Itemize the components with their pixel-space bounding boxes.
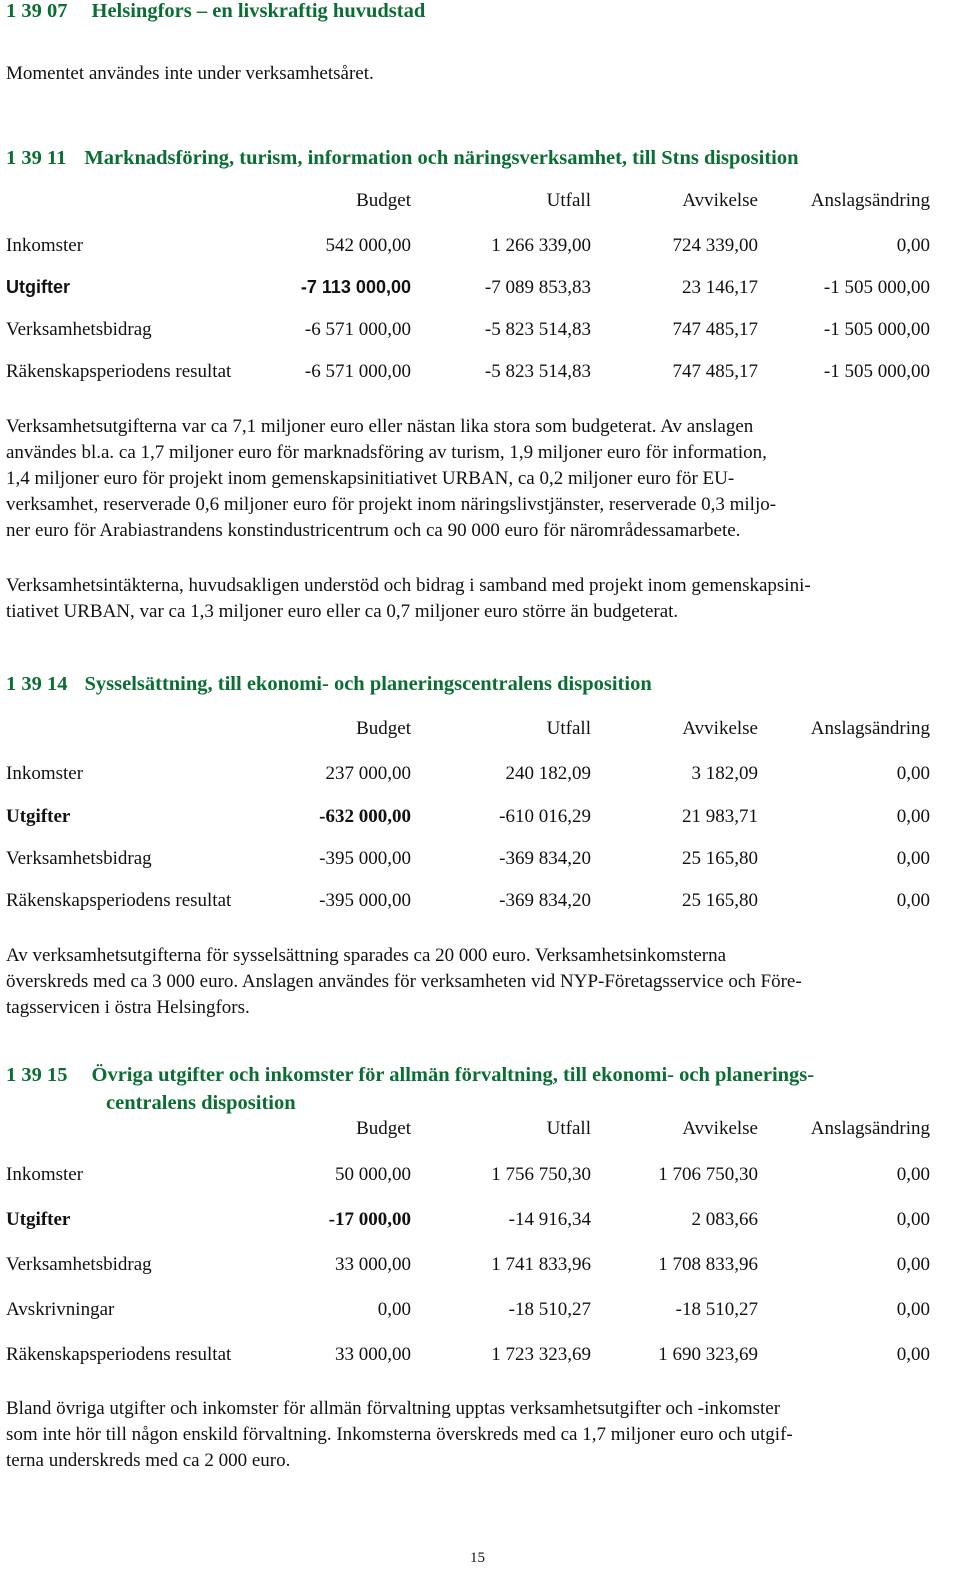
cell-anslagsandring: -1 505 000,00: [823, 319, 930, 340]
cell-avvikelse: 21 983,71: [682, 806, 758, 827]
paragraph: [6, 943, 802, 1021]
cell-budget: -7 113 000,00: [300, 277, 411, 297]
text-line: Bland övriga utgifter och inkomster för allmän förvaltning upptas verksamhetsutgifter och -inkomster: [6, 1398, 781, 1419]
row-label: Räkenskapsperiodens resultat: [6, 1344, 232, 1365]
cell-utfall: 1 266 339,00: [491, 235, 591, 256]
cell-budget: 542 000,00: [325, 235, 411, 256]
row-label: Utgifter: [6, 1209, 71, 1230]
section-heading-13907: [6, 0, 425, 23]
text-line: Av verksamhetsutgifterna för sysselsättning sparades ca 20 000 euro. Verksamhetsinkomsterna: [6, 945, 727, 966]
cell-anslagsandring: 0,00: [896, 890, 930, 911]
col-header-budget: Budget: [356, 718, 411, 739]
cell-anslagsandring: 0,00: [896, 1164, 930, 1185]
cell-budget: -395 000,00: [319, 890, 411, 911]
cell-budget: -632 000,00: [319, 806, 411, 827]
cell-budget: -17 000,00: [328, 1209, 411, 1230]
row-label: Verksamhetsbidrag: [6, 319, 152, 340]
row-label: Verksamhetsbidrag: [6, 1254, 152, 1275]
cell-utfall: 1 723 323,69: [491, 1344, 591, 1365]
col-header-utfall: Utfall: [546, 190, 591, 211]
cell-avvikelse: 1 708 833,96: [658, 1254, 758, 1275]
cell-avvikelse: 724 339,00: [672, 235, 758, 256]
cell-utfall: 1 756 750,30: [491, 1164, 591, 1185]
row-label: Utgifter: [6, 277, 70, 297]
cell-anslagsandring: 0,00: [896, 806, 930, 827]
cell-avvikelse: 747 485,17: [672, 361, 758, 382]
section-title: Sysselsättning, till ekonomi- och planeringscentralens disposition: [84, 673, 652, 695]
text-line: tiativet URBAN, var ca 1,3 miljoner euro eller ca 0,7 miljoner euro större än budgeterat.: [6, 601, 679, 622]
row-label: Inkomster: [6, 235, 84, 256]
row-label: Räkenskapsperiodens resultat: [6, 361, 232, 382]
cell-anslagsandring: 0,00: [896, 1209, 930, 1230]
cell-budget: -395 000,00: [319, 848, 411, 869]
section-title: Marknadsföring, turism, information och näringsverksamhet, till Stns disposition: [84, 147, 799, 169]
cell-utfall: -5 823 514,83: [484, 361, 591, 382]
text-line: tagsservicen i östra Helsingfors.: [6, 997, 250, 1018]
col-header-avvikelse: Avvikelse: [682, 190, 758, 211]
cell-anslagsandring: -1 505 000,00: [823, 361, 930, 382]
section-number: 1 39 07: [6, 0, 68, 22]
section-title-line-2: centralens disposition: [106, 1092, 296, 1114]
col-header-budget: Budget: [356, 190, 411, 211]
text-line: terna underskreds med ca 2 000 euro.: [6, 1450, 291, 1471]
cell-anslagsandring: 0,00: [896, 1344, 930, 1365]
cell-avvikelse: -18 510,27: [675, 1299, 758, 1320]
cell-avvikelse: 1 706 750,30: [658, 1164, 758, 1185]
text-line: Verksamhetsintäkterna, huvudsakligen understöd och bidrag i samband med projekt inom gemenskapsini-: [6, 575, 811, 596]
row-label: Räkenskapsperiodens resultat: [6, 890, 232, 911]
cell-utfall: -369 834,20: [499, 890, 591, 911]
cell-avvikelse: 2 083,66: [691, 1209, 758, 1230]
text-line: Verksamhetsutgifterna var ca 7,1 miljoner euro eller nästan lika stora som budgeterat. Av anslagen: [6, 416, 754, 437]
cell-utfall: 1 741 833,96: [491, 1254, 591, 1275]
col-header-utfall: Utfall: [546, 1118, 591, 1139]
cell-anslagsandring: 0,00: [896, 235, 930, 256]
cell-anslagsandring: 0,00: [896, 1299, 930, 1320]
section-number: 1 39 15: [6, 1064, 68, 1086]
row-label: Inkomster: [6, 1164, 84, 1185]
paragraph: [6, 1396, 793, 1474]
cell-utfall: -7 089 853,83: [484, 277, 591, 298]
cell-avvikelse: 25 165,80: [682, 848, 758, 869]
paragraph: [6, 414, 776, 544]
col-header-utfall: Utfall: [546, 718, 591, 739]
cell-anslagsandring: 0,00: [896, 763, 930, 784]
text-line: 1,4 miljoner euro för projekt inom gemenskapsinitiativet URBAN, ca 0,2 miljoner euro för EU-: [6, 468, 735, 489]
text-line: ner euro för Arabiastrandens konstindustricentrum och ca 90 000 euro för närområdessamarbete.: [6, 520, 741, 541]
row-label: Verksamhetsbidrag: [6, 848, 152, 869]
row-label: Inkomster: [6, 763, 84, 784]
cell-avvikelse: 747 485,17: [672, 319, 758, 340]
col-header-budget: Budget: [356, 1118, 411, 1139]
cell-anslagsandring: 0,00: [896, 848, 930, 869]
cell-budget: -6 571 000,00: [304, 319, 411, 340]
col-header-avvikelse: Avvikelse: [682, 1118, 758, 1139]
section-title-line-1: Övriga utgifter och inkomster för allmän förvaltning, till ekonomi- och planerings-: [91, 1064, 815, 1086]
cell-budget: 33 000,00: [335, 1344, 411, 1365]
cell-avvikelse: 1 690 323,69: [658, 1344, 758, 1365]
text-line: verksamhet, reserverade 0,6 miljoner euro för projekt inom näringslivstjänster, reserverade 0,3 miljo-: [6, 494, 777, 515]
section-title: Helsingfors – en livskraftig huvudstad: [91, 0, 426, 22]
section-heading-13911: [6, 147, 799, 170]
row-label: Utgifter: [6, 806, 71, 827]
cell-utfall: -369 834,20: [499, 848, 591, 869]
cell-budget: -6 571 000,00: [304, 361, 411, 382]
cell-utfall: -14 916,34: [508, 1209, 591, 1230]
cell-budget: 237 000,00: [325, 763, 411, 784]
cell-utfall: 240 182,09: [505, 763, 591, 784]
cell-utfall: -18 510,27: [508, 1299, 591, 1320]
text-line: som inte hör till någon enskild förvaltning. Inkomsterna överskreds med ca 1,7 miljoner euro och utgif-: [6, 1424, 793, 1445]
cell-utfall: -610 016,29: [499, 806, 591, 827]
cell-avvikelse: 3 182,09: [691, 763, 758, 784]
col-header-anslagsandring: Anslagsändring: [810, 718, 930, 739]
section-number: 1 39 14: [6, 673, 68, 695]
paragraph: [6, 573, 811, 625]
section-heading-13915: [6, 1064, 814, 1087]
cell-anslagsandring: 0,00: [896, 1254, 930, 1275]
cell-avvikelse: 23 146,17: [682, 277, 758, 298]
section-number: 1 39 11: [6, 147, 67, 169]
cell-utfall: -5 823 514,83: [484, 319, 591, 340]
section-note: Momentet användes inte under verksamhetsåret.: [6, 63, 374, 84]
cell-anslagsandring: -1 505 000,00: [823, 277, 930, 298]
row-label: Avskrivningar: [6, 1299, 115, 1320]
text-line: överskreds med ca 3 000 euro. Anslagen användes för verksamheten vid NYP-Företagsservice och Före-: [6, 971, 802, 992]
text-line: användes bl.a. ca 1,7 miljoner euro för marknadsföring av turism, 1,9 miljoner euro för information,: [6, 442, 767, 463]
col-header-anslagsandring: Anslagsändring: [810, 1118, 930, 1139]
col-header-anslagsandring: Anslagsändring: [810, 190, 930, 211]
cell-avvikelse: 25 165,80: [682, 890, 758, 911]
cell-budget: 0,00: [377, 1299, 411, 1320]
col-header-avvikelse: Avvikelse: [682, 718, 758, 739]
cell-budget: 50 000,00: [335, 1164, 411, 1185]
cell-budget: 33 000,00: [335, 1254, 411, 1275]
section-heading-13914: [6, 673, 652, 696]
page-number: 15: [470, 1550, 485, 1566]
